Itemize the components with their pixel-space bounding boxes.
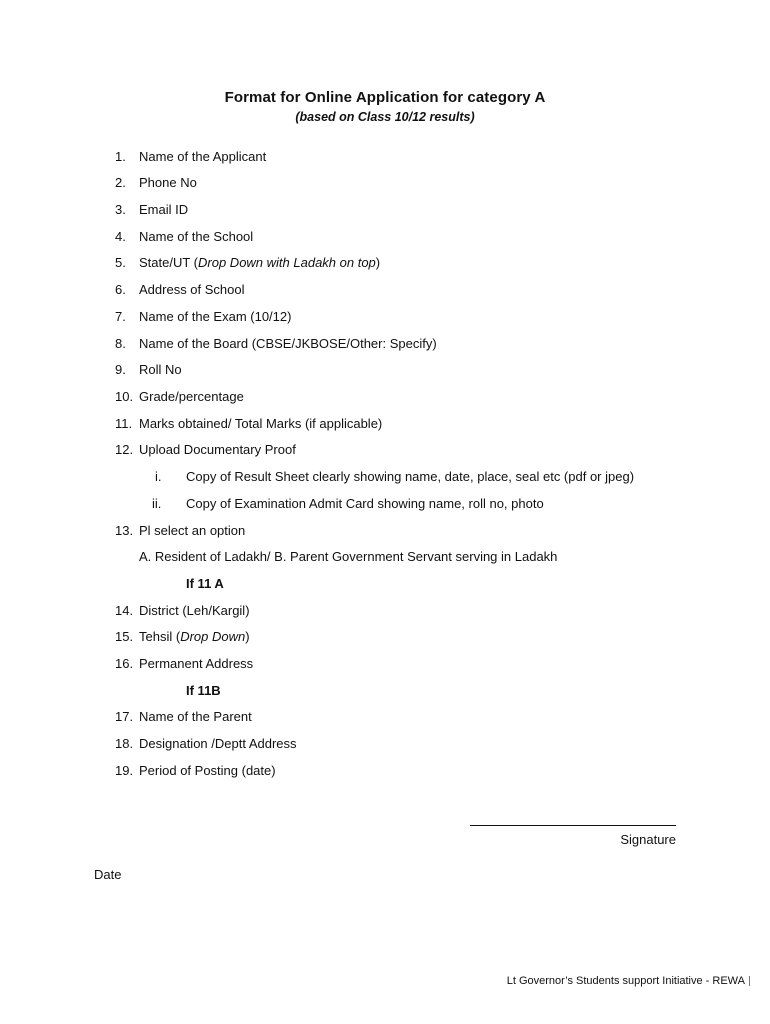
item-number: 8.: [115, 336, 126, 351]
item-text: Name of the Exam (10/12): [139, 309, 292, 324]
item-number: 10.: [115, 389, 134, 404]
item-text: Period of Posting (date): [139, 763, 276, 778]
item-number: 14.: [115, 603, 134, 618]
date-label: Date: [94, 867, 122, 882]
sub-item-number: ii.: [152, 496, 162, 511]
item-text: District (Leh/Kargil): [139, 603, 250, 618]
section-heading-11b: If 11B: [186, 683, 221, 698]
item-number: 7.: [115, 309, 126, 324]
footer-divider: [749, 976, 750, 986]
item-text-part: ): [245, 629, 250, 644]
item-number: 3.: [115, 202, 126, 217]
item-number: 16.: [115, 656, 134, 671]
item-text: Permanent Address: [139, 656, 254, 671]
item-text: Name of the Applicant: [139, 149, 267, 164]
item-text-part: ): [375, 255, 381, 270]
item-number: 1.: [115, 149, 126, 164]
item-text: [139, 255, 380, 271]
item-text: Upload Documentary Proof: [139, 442, 296, 457]
item-text: Name of the Parent: [139, 709, 252, 724]
item-number: 17.: [115, 709, 134, 724]
item-number: 9.: [115, 362, 126, 377]
footer-text: Lt Governor’s Students support Initiative - REWA: [506, 975, 745, 987]
item-text-italic: Drop Down with Ladakh on top: [198, 255, 376, 270]
item-text: Designation /Deptt Address: [139, 736, 297, 751]
item-text: Pl select an option: [139, 523, 246, 538]
item-text: Email ID: [139, 202, 189, 217]
item-number: 4.: [115, 229, 126, 244]
sub-item-number: i.: [155, 469, 162, 484]
page-footer: [507, 975, 750, 987]
item-text: [139, 629, 250, 645]
item-number: 18.: [115, 736, 134, 751]
item-number: 11.: [115, 416, 133, 431]
signature-label: Signature: [620, 832, 676, 847]
item-number: 5.: [115, 255, 126, 270]
item-text-part: State/UT (: [139, 255, 199, 270]
item-text: Address of School: [139, 282, 245, 297]
document-title: Format for Online Application for category A: [224, 89, 546, 106]
item-text: Name of the Board (CBSE/JKBOSE/Other: Specify): [139, 336, 437, 351]
option-line: A. Resident of Ladakh/ B. Parent Government Servant serving in Ladakh: [139, 549, 558, 564]
item-number: 2.: [115, 175, 126, 190]
item-number: 19.: [115, 763, 134, 778]
item-number: 15.: [115, 629, 134, 644]
item-text: Grade/percentage: [139, 389, 244, 404]
item-number: 6.: [115, 282, 126, 297]
item-text: Phone No: [139, 175, 197, 190]
item-text: Roll No: [139, 362, 182, 377]
sub-item-text: Copy of Result Sheet clearly showing name, date, place, seal etc (pdf or jpeg): [186, 469, 635, 484]
document-subtitle: (based on Class 10/12 results): [295, 110, 475, 124]
section-heading-11a: If 11 A: [186, 576, 224, 591]
item-text: Marks obtained/ Total Marks (if applicable): [139, 416, 383, 431]
item-text: Name of the School: [139, 229, 254, 244]
item-number: 13.: [115, 523, 134, 538]
signature-line: [470, 825, 676, 826]
sub-item-text: Copy of Examination Admit Card showing name, roll no, photo: [186, 496, 544, 511]
item-text-italic: Drop Down: [180, 629, 246, 644]
item-number: 12.: [115, 442, 134, 457]
item-text-part: Tehsil (: [139, 629, 181, 644]
